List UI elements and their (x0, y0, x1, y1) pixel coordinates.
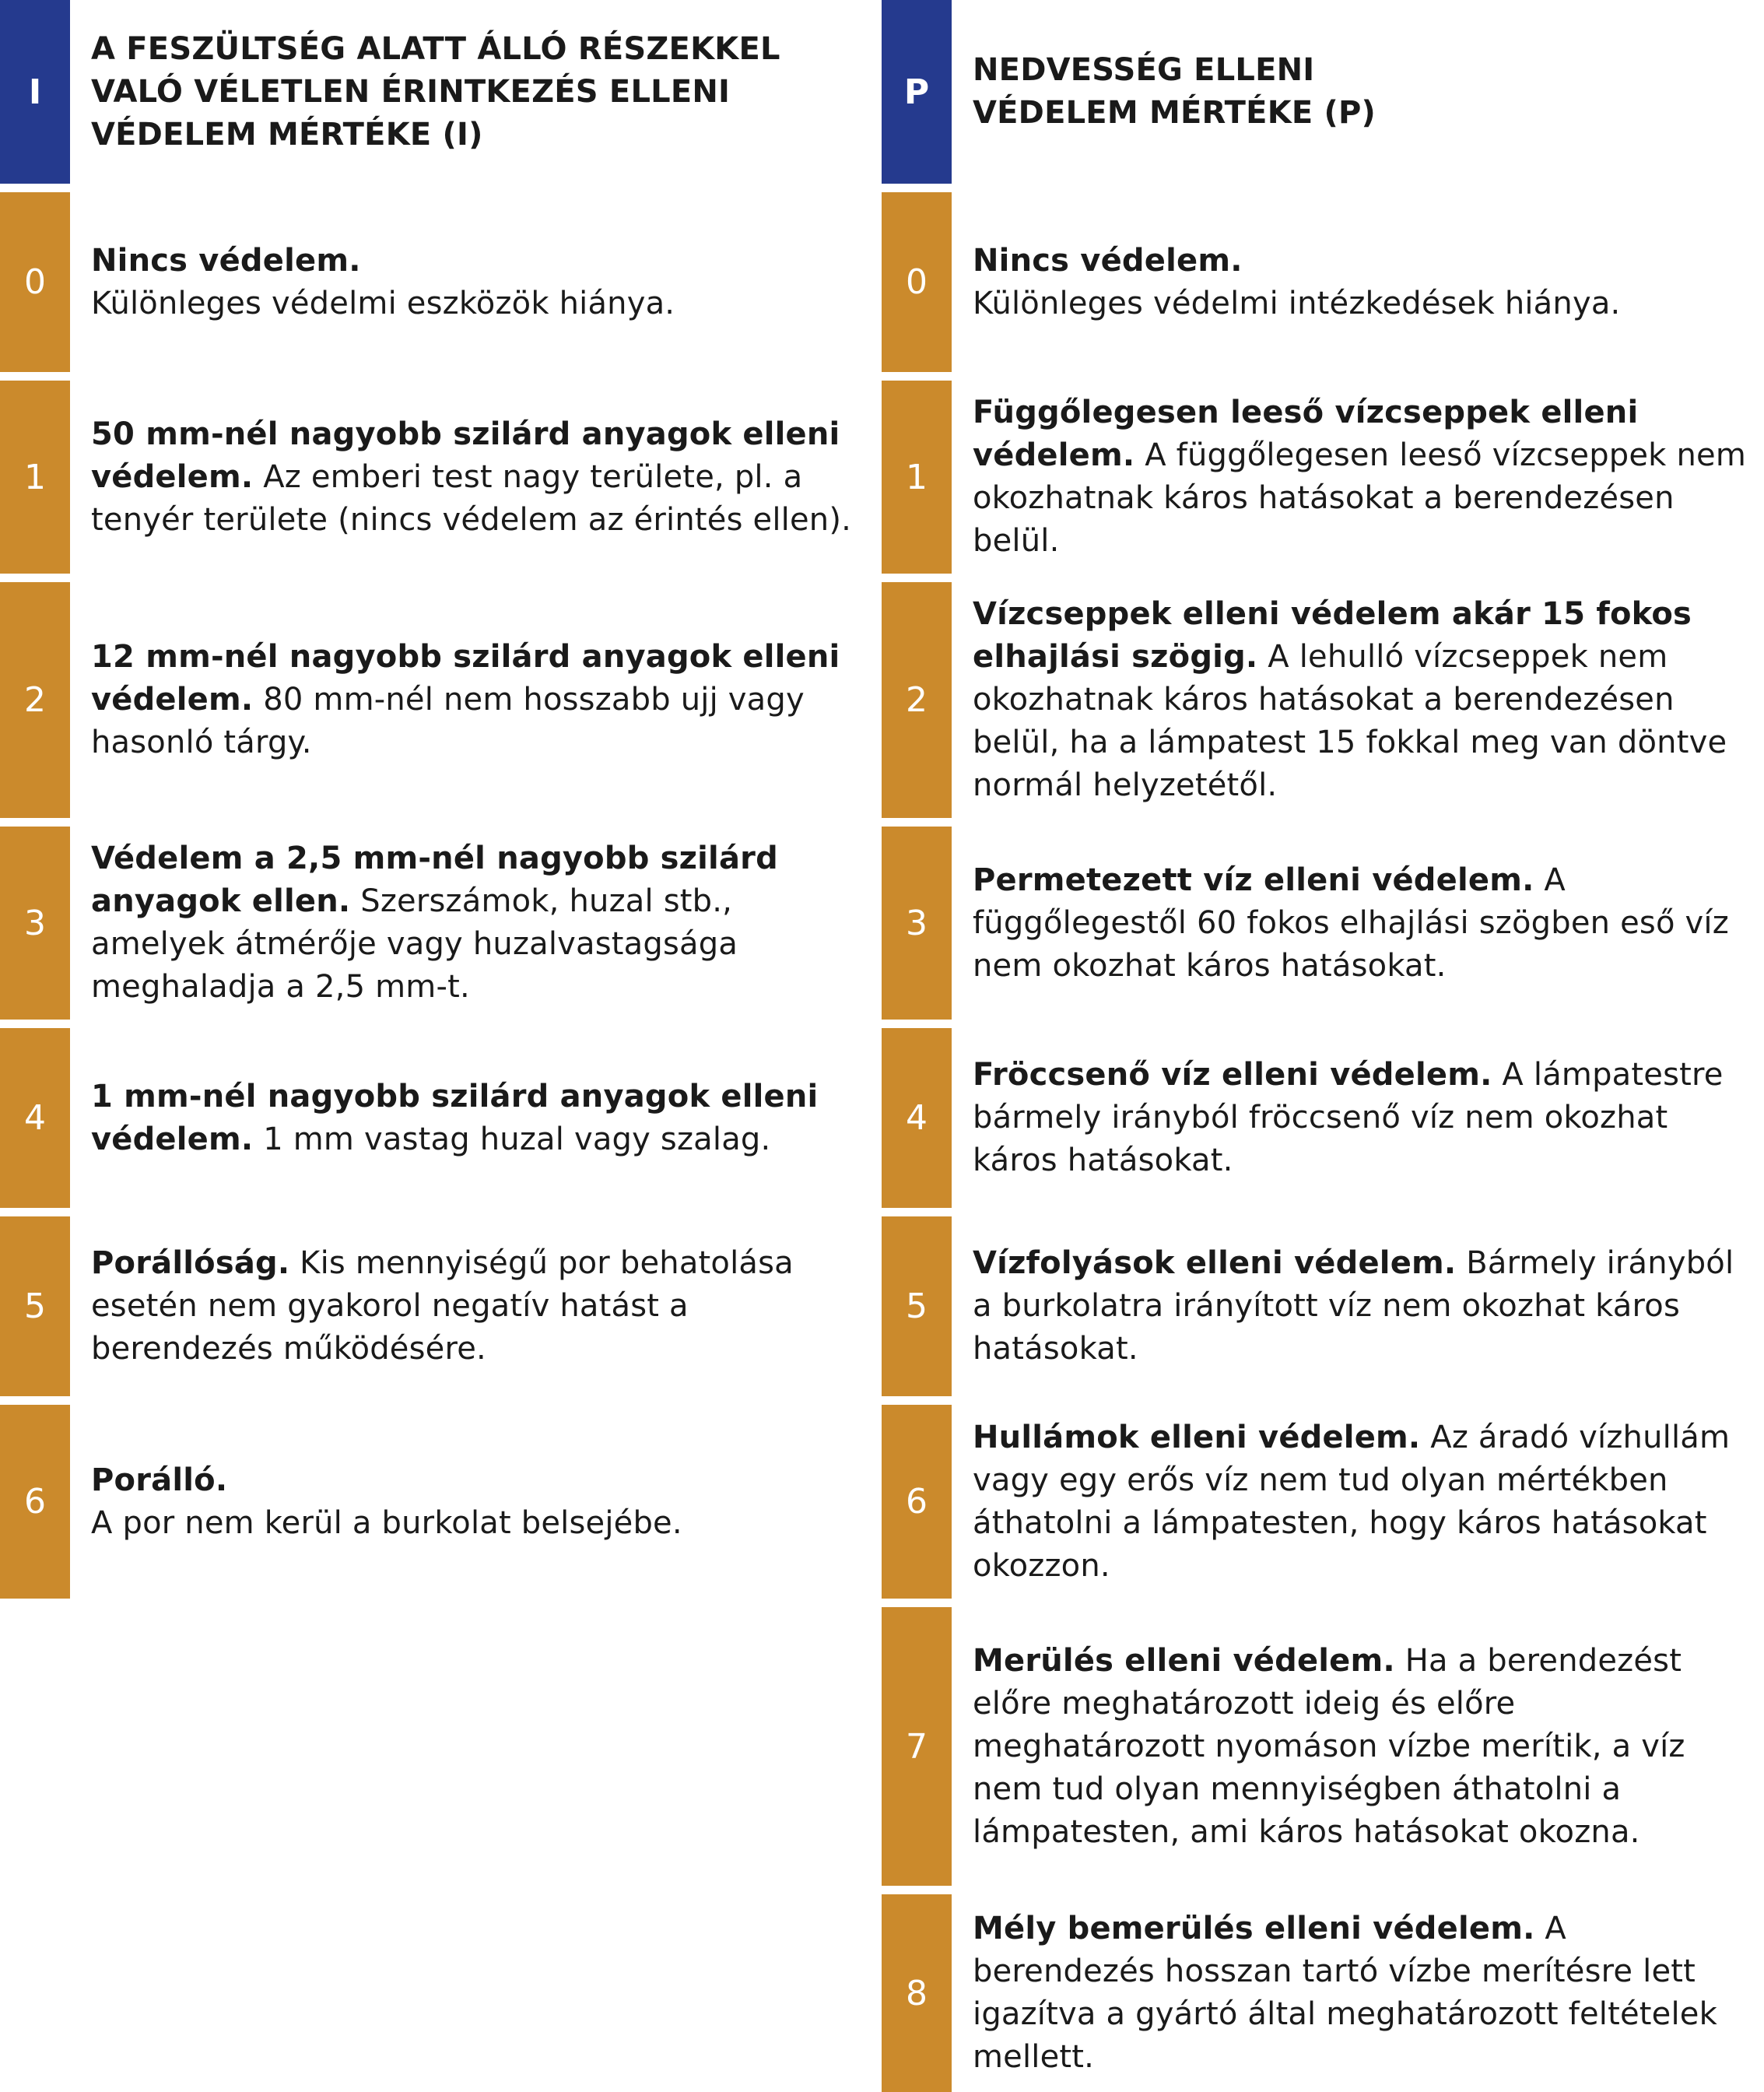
list-item (882, 192, 1763, 372)
level-code-tag: 4 (882, 1028, 952, 1208)
item-title: Vízcseppek elleni védelem akár 15 fokos elhajlási szögig. (973, 596, 1692, 675)
item-description: 80 mm-nél nem hosszabb ujj vagy hasonló tárgy. (91, 682, 805, 760)
list-item (882, 1028, 1763, 1208)
item-title: Merülés elleni védelem. (973, 1642, 1395, 1679)
list-item (882, 827, 1763, 1020)
item-description: Kis mennyiségű por behatolása esetén nem gyakorol negatív hatást a berendezés működésére. (91, 1245, 794, 1367)
level-code-tag: 6 (0, 1405, 70, 1599)
level-code-tag: 4 (0, 1028, 70, 1208)
level-code-tag: 8 (882, 1894, 952, 2092)
item-description: Az emberi test nagy területe, pl. a tenyér területe (nincs védelem az érintés ellen). (91, 458, 852, 538)
item-title: Függőlegesen leeső vízcseppek elleni védelem. (973, 395, 1639, 473)
level-code-tag: 0 (0, 192, 70, 372)
level-code-tag: 0 (882, 192, 952, 372)
item-description: A függőlegesen leeső vízcseppek nem okozhatnak káros hatásokat a berendezésen belül. (973, 437, 1746, 559)
column-header-p (882, 0, 1763, 184)
item-description: Szerszámok, huzal stb., amelyek átmérője vagy huzalvastagsága meghaladja a 2,5 mm-t. (91, 883, 738, 1005)
level-code-tag: 3 (0, 827, 70, 1020)
item-title: 12 mm-nél nagyobb szilárd anyagok elleni védelem. (91, 639, 840, 718)
level-code-tag: 1 (0, 381, 70, 574)
item-title: Védelem a 2,5 mm-nél nagyobb szilárd anyagok ellen. (91, 841, 778, 919)
level-code-tag: 3 (882, 827, 952, 1020)
item-description: A lehulló vízcseppek nem okozhatnak káros hatásokat a berendezésen belül, ha a lámpatest 15 fokkal meg van döntve normál helyzetétől. (973, 639, 1727, 803)
level-code-tag: 5 (882, 1216, 952, 1396)
list-item (882, 1607, 1763, 1886)
list-item (882, 582, 1763, 818)
level-code-tag: 1 (882, 381, 952, 574)
header-title: A FESZÜLTSÉG ALATT ÁLLÓ RÉSZEKKEL VALÓ VÉLETLEN ÉRINTKEZÉS ELLENI VÉDELEM MÉRTÉKE (I) (91, 30, 780, 153)
list-item (882, 1405, 1763, 1599)
level-code-tag: 2 (882, 582, 952, 818)
list-item (0, 381, 882, 574)
list-item (882, 1894, 1763, 2092)
item-description: A berendezés hosszan tartó vízbe merítésre lett igazítva a gyártó által meghatározott feltételek mellett. (973, 1911, 1717, 2075)
header-title: NEDVESSÉG ELLENI VÉDELEM MÉRTÉKE (P) (973, 52, 1376, 131)
list-item (0, 1028, 882, 1208)
column-header-i (0, 0, 882, 184)
level-code-tag: 6 (882, 1405, 952, 1599)
item-title: Mély bemerülés elleni védelem. (973, 1911, 1535, 1946)
item-description: Bármely irányból a burkolatra irányított víz nem okozhat káros hatásokat. (973, 1245, 1734, 1367)
item-description: Különleges védelmi eszközök hiánya. (91, 285, 675, 321)
list-item (0, 582, 882, 818)
item-description: 1 mm vastag huzal vagy szalag. (263, 1121, 771, 1157)
level-code-tag: 5 (0, 1216, 70, 1396)
header-code-tag: P (882, 0, 952, 184)
item-description: A lámpatestre bármely irányból fröccsenő víz nem okozhat káros hatásokat. (973, 1057, 1724, 1178)
item-title: Vízfolyások elleni védelem. (973, 1245, 1457, 1281)
item-description: Az áradó vízhullám vagy egy erős víz nem tud olyan mértékben áthatolni a lámpatesten, hogy káros hatásokat okozzon. (973, 1419, 1731, 1584)
item-description: Ha a berendezést előre meghatározott ideig és előre meghatározott nyomáson vízbe merítik, a víz nem tud olyan mennyiségben áthatolni a lámpatesten, ami káros hatásokat okozna. (973, 1642, 1685, 1850)
list-item (882, 1216, 1763, 1396)
item-title: Porállóság. (91, 1245, 290, 1281)
list-item (0, 1216, 882, 1396)
item-title: Nincs védelem. (973, 242, 1243, 279)
header-code-tag: I (0, 0, 70, 184)
list-item (0, 1405, 882, 1599)
level-code-tag: 2 (0, 582, 70, 818)
list-item (0, 192, 882, 372)
item-description: Különleges védelmi intézkedések hiánya. (973, 285, 1621, 321)
item-title: Permetezett víz elleni védelem. (973, 862, 1534, 898)
item-title: Nincs védelem. (91, 242, 361, 279)
level-code-tag: 7 (882, 1607, 952, 1886)
item-title: 50 mm-nél nagyobb szilárd anyagok elleni védelem. (91, 416, 840, 495)
list-item (0, 827, 882, 1020)
list-item (882, 381, 1763, 574)
item-description: A por nem kerül a burkolat belsejébe. (91, 1504, 682, 1541)
item-title: Porálló. (91, 1462, 228, 1498)
item-title: Fröccsenő víz elleni védelem. (973, 1057, 1492, 1093)
item-title: 1 mm-nél nagyobb szilárd anyagok elleni védelem. (91, 1078, 819, 1157)
item-title: Hullámok elleni védelem. (973, 1419, 1421, 1455)
item-description: A függőlegestől 60 fokos elhajlási szögben eső víz nem okozhat káros hatásokat. (973, 862, 1729, 984)
